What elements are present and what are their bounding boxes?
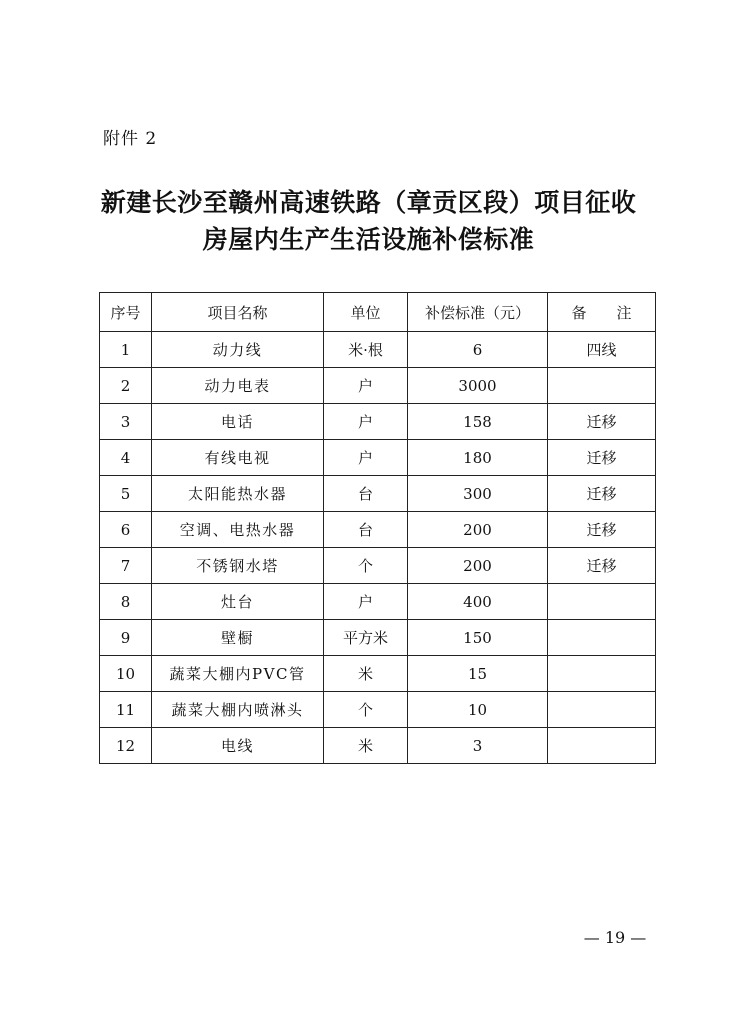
table-row <box>100 368 656 404</box>
cell-unit: 户 <box>324 404 408 440</box>
cell-unit: 台 <box>324 476 408 512</box>
cell-note: 迁移 <box>548 512 656 548</box>
cell-unit: 平方米 <box>324 620 408 656</box>
cell-unit: 户 <box>324 440 408 476</box>
header-standard: 补偿标准（元） <box>408 293 548 332</box>
table-row <box>100 728 656 764</box>
table-row <box>100 656 656 692</box>
cell-name: 太阳能热水器 <box>152 476 324 512</box>
cell-standard: 10 <box>408 692 548 728</box>
cell-name: 电线 <box>152 728 324 764</box>
table-row <box>100 404 656 440</box>
cell-name: 灶台 <box>152 584 324 620</box>
attachment-label: 附件 2 <box>103 129 158 149</box>
header-note: 备 注 <box>548 293 656 332</box>
cell-standard: 3000 <box>408 368 548 404</box>
cell-note: 迁移 <box>548 440 656 476</box>
cell-standard: 150 <box>408 620 548 656</box>
cell-standard: 200 <box>408 548 548 584</box>
cell-unit: 米 <box>324 728 408 764</box>
header-name: 项目名称 <box>152 293 324 332</box>
cell-no: 10 <box>100 656 152 692</box>
cell-no: 1 <box>100 332 152 368</box>
cell-no: 7 <box>100 548 152 584</box>
cell-unit: 米·根 <box>324 332 408 368</box>
cell-no: 6 <box>100 512 152 548</box>
cell-name: 蔬菜大棚内喷淋头 <box>152 692 324 728</box>
cell-note <box>548 368 656 404</box>
cell-note: 四线 <box>548 332 656 368</box>
cell-standard: 300 <box>408 476 548 512</box>
cell-standard: 180 <box>408 440 548 476</box>
cell-standard: 158 <box>408 404 548 440</box>
table-row <box>100 692 656 728</box>
compensation-table <box>99 292 656 764</box>
cell-name: 有线电视 <box>152 440 324 476</box>
table-row <box>100 548 656 584</box>
cell-standard: 6 <box>408 332 548 368</box>
cell-standard: 3 <box>408 728 548 764</box>
cell-no: 4 <box>100 440 152 476</box>
cell-unit: 户 <box>324 368 408 404</box>
cell-standard: 400 <box>408 584 548 620</box>
cell-no: 3 <box>100 404 152 440</box>
table-row <box>100 584 656 620</box>
cell-unit: 户 <box>324 584 408 620</box>
table-row <box>100 476 656 512</box>
header-no: 序号 <box>100 293 152 332</box>
cell-note <box>548 692 656 728</box>
cell-note <box>548 728 656 764</box>
cell-name: 动力电表 <box>152 368 324 404</box>
cell-unit: 台 <box>324 512 408 548</box>
cell-note: 迁移 <box>548 548 656 584</box>
cell-note <box>548 620 656 656</box>
cell-name: 空调、电热水器 <box>152 512 324 548</box>
table-row <box>100 332 656 368</box>
cell-name: 动力线 <box>152 332 324 368</box>
document-title-line-2: 房屋内生产生活设施补偿标准 <box>202 225 535 254</box>
cell-no: 11 <box>100 692 152 728</box>
cell-no: 9 <box>100 620 152 656</box>
cell-unit: 米 <box>324 656 408 692</box>
cell-unit: 个 <box>324 548 408 584</box>
table-row <box>100 440 656 476</box>
cell-standard: 15 <box>408 656 548 692</box>
table-row <box>100 620 656 656</box>
cell-name: 蔬菜大棚内PVC管 <box>152 656 324 692</box>
cell-no: 2 <box>100 368 152 404</box>
header-unit: 单位 <box>324 293 408 332</box>
document-title-line-1: 新建长沙至赣州高速铁路（章贡区段）项目征收 <box>100 188 637 217</box>
cell-note <box>548 584 656 620</box>
cell-note: 迁移 <box>548 476 656 512</box>
cell-unit: 个 <box>324 692 408 728</box>
cell-no: 5 <box>100 476 152 512</box>
cell-no: 8 <box>100 584 152 620</box>
cell-standard: 200 <box>408 512 548 548</box>
table-row <box>100 512 656 548</box>
cell-no: 12 <box>100 728 152 764</box>
cell-name: 不锈钢水塔 <box>152 548 324 584</box>
cell-name: 壁橱 <box>152 620 324 656</box>
page-number: — 19 — <box>583 928 647 947</box>
cell-name: 电话 <box>152 404 324 440</box>
cell-note <box>548 656 656 692</box>
cell-note: 迁移 <box>548 404 656 440</box>
table-header-row <box>100 293 656 332</box>
